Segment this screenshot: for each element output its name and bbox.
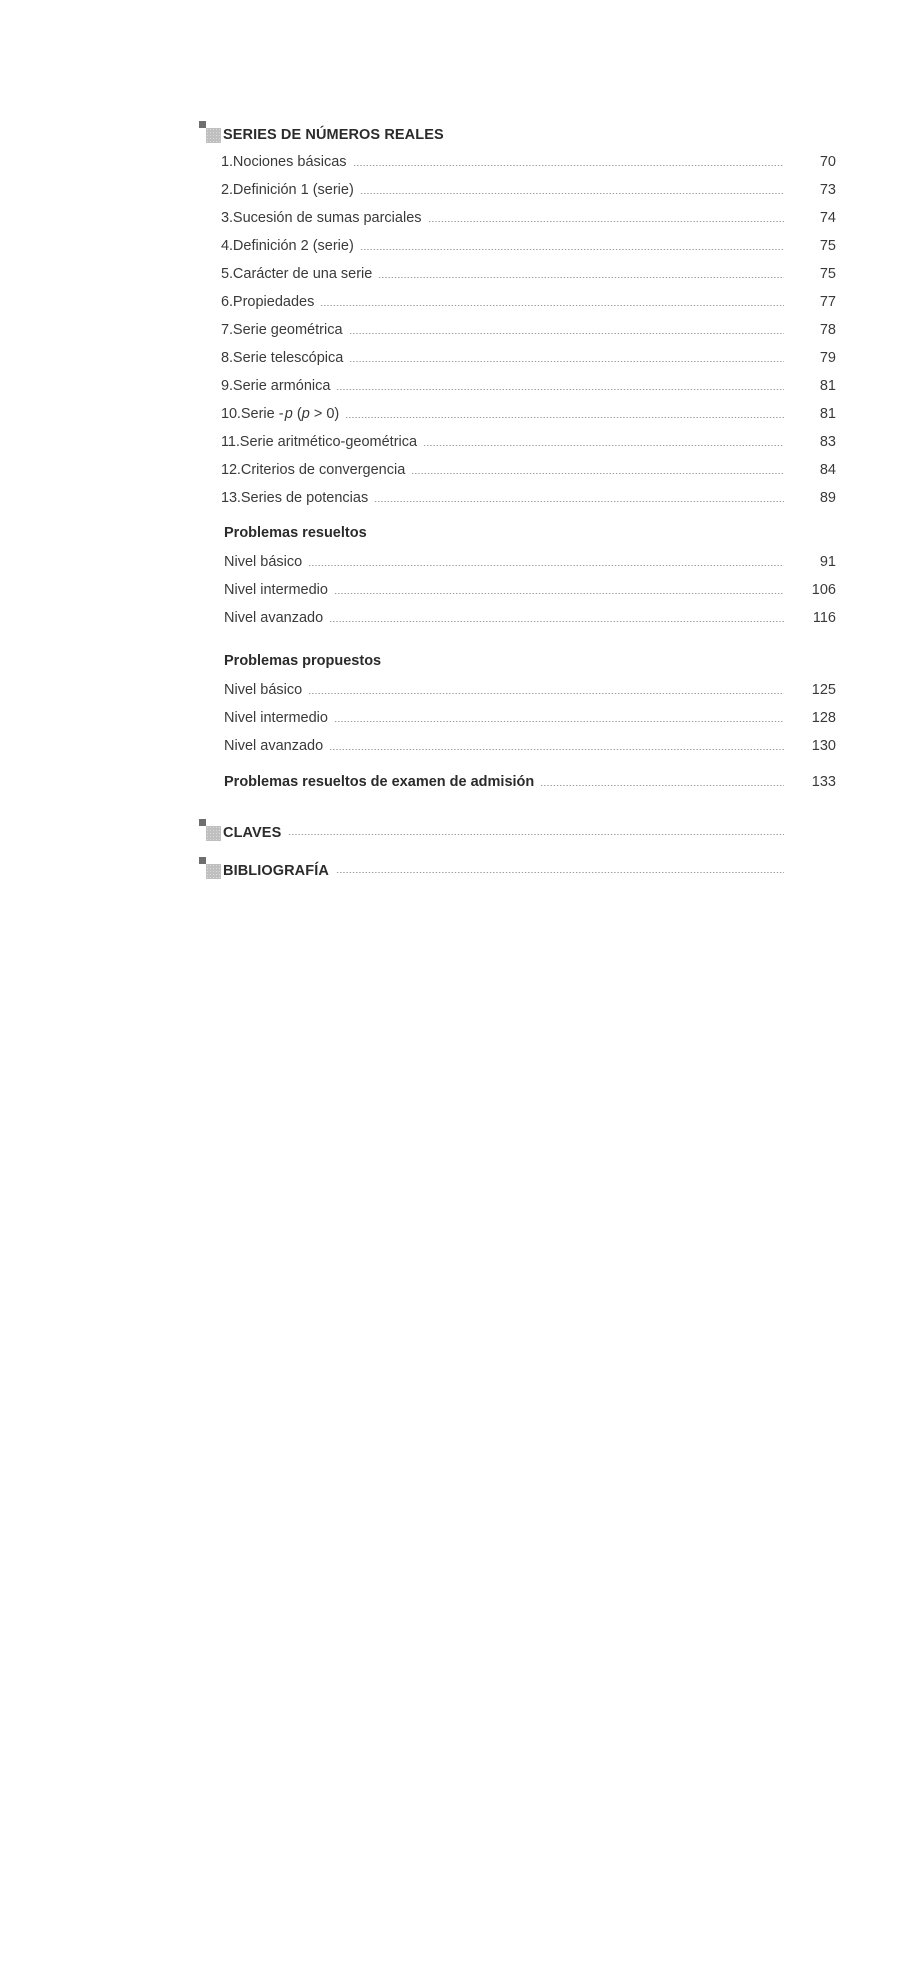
dot-leader: [329, 749, 784, 750]
entry-label: Serie geométrica: [232, 322, 343, 338]
entry-page-number: 116: [812, 610, 836, 626]
dot-leader: [411, 473, 784, 474]
toc-entry[interactable]: [199, 344, 836, 372]
dot-leader: [336, 389, 784, 390]
entry-label: Nociones básicas: [232, 154, 347, 170]
entry-page-number: 89: [819, 490, 836, 506]
dot-leader: [334, 593, 784, 594]
dot-leader: [353, 165, 784, 166]
entry-page-number: 133: [811, 774, 836, 790]
toc-entry[interactable]: [199, 428, 836, 456]
entry-page-number: 84: [819, 462, 836, 478]
entry-page-number: 78: [819, 322, 836, 338]
entry-label: Nivel avanzado: [224, 738, 324, 754]
dot-leader: [345, 417, 784, 418]
entry-page-number: 70: [819, 154, 836, 170]
entry-number: 4.: [221, 238, 233, 254]
dot-leader: [349, 333, 784, 334]
toc-entry[interactable]: [199, 372, 836, 400]
entry-number: 1.: [221, 154, 233, 170]
dot-leader: [349, 361, 784, 362]
entry-page-number: 83: [819, 434, 836, 450]
entry-label: Nivel avanzado: [224, 610, 324, 626]
entry-label: Nivel básico: [224, 554, 303, 570]
chapter-title: BIBLIOGRAFÍA: [223, 862, 329, 879]
entry-label: Definición 2 (serie): [232, 238, 354, 254]
dot-leader: [360, 193, 784, 194]
section-heading: Problemas resueltos: [224, 525, 367, 541]
dot-leader: [308, 693, 784, 694]
dot-leader: [320, 305, 784, 306]
double-square-bullet-icon: [199, 819, 222, 842]
dot-leader: [360, 249, 784, 250]
entry-number: 2.: [221, 182, 233, 198]
dot-leader: [288, 834, 784, 835]
entry-label: Nivel intermedio: [224, 710, 328, 726]
toc-entry[interactable]: [199, 232, 836, 260]
entry-page-number: 75: [819, 238, 836, 254]
toc-chapter-entry[interactable]: [199, 804, 836, 842]
dot-leader: [540, 785, 784, 786]
toc-entry[interactable]: [199, 704, 836, 732]
entry-number: 12.: [221, 462, 241, 478]
entry-label: Series de potencias: [240, 490, 369, 506]
dot-leader: [374, 501, 784, 502]
entry-page-number: 81: [819, 378, 836, 394]
entry-label: Nivel intermedio: [224, 582, 328, 598]
dot-leader: [329, 621, 784, 622]
double-square-bullet-icon: [199, 857, 222, 880]
entry-label: Sucesión de sumas parciales: [232, 210, 422, 226]
entry-page-number: 73: [819, 182, 836, 198]
entry-number: 10.: [221, 406, 241, 422]
toc-entry[interactable]: [199, 484, 836, 512]
toc-chapter-entry[interactable]: [199, 842, 836, 880]
toc-entry[interactable]: [199, 732, 836, 760]
entry-page-number: [784, 0, 836, 880]
section-heading: Problemas propuestos: [224, 653, 382, 669]
toc-entry[interactable]: [199, 260, 836, 288]
dot-leader: [308, 565, 784, 566]
entry-label: Criterios de convergencia: [240, 462, 406, 478]
dot-leader: [378, 277, 784, 278]
chapter-heading: [199, 118, 836, 144]
chapter-title: CLAVES: [223, 824, 282, 841]
toc-entry[interactable]: [199, 288, 836, 316]
toc-entry[interactable]: [199, 148, 836, 176]
toc-entry[interactable]: [199, 400, 836, 428]
entry-label: Problemas resueltos de examen de admisión: [224, 774, 535, 790]
entry-number: 5.: [221, 266, 233, 282]
end-chapter-list: [199, 804, 836, 880]
dot-leader: [428, 221, 784, 222]
entry-page-number: 75: [819, 266, 836, 282]
entry-page-number: 106: [811, 582, 836, 598]
entry-page-number: 91: [819, 554, 836, 570]
entry-label: Nivel básico: [224, 682, 303, 698]
entry-label: Serie - p (p > 0): [240, 406, 340, 422]
entry-label: Serie telescópica: [232, 350, 344, 366]
toc-entry[interactable]: [199, 576, 836, 604]
toc-entry[interactable]: [199, 548, 836, 576]
dot-leader: [423, 445, 784, 446]
toc-entry[interactable]: [199, 176, 836, 204]
entry-number: 7.: [221, 322, 233, 338]
entry-page-number: 77: [819, 294, 836, 310]
dot-leader: [336, 872, 784, 873]
toc-entry[interactable]: [199, 456, 836, 484]
chapter-title: SERIES DE NÚMEROS REALES: [223, 126, 444, 143]
spacer: [199, 760, 836, 768]
double-square-bullet-icon: [199, 121, 222, 144]
entry-number: 13.: [221, 490, 241, 506]
entry-page-number: 128: [811, 710, 836, 726]
entry-page-number: 74: [819, 210, 836, 226]
entry-number: 3.: [221, 210, 233, 226]
entry-number: 11.: [221, 434, 240, 450]
entry-number: 6.: [221, 294, 233, 310]
entry-label: Carácter de una serie: [232, 266, 373, 282]
entry-page-number: 79: [819, 350, 836, 366]
numbered-entry-list: [199, 148, 836, 512]
entry-page-number: 130: [811, 738, 836, 754]
section-list: [199, 518, 836, 760]
toc-entry[interactable]: [199, 204, 836, 232]
entry-number: 9.: [221, 378, 233, 394]
entry-page-number: 125: [811, 682, 836, 698]
entry-page-number: 81: [819, 406, 836, 422]
dot-leader: [334, 721, 784, 722]
entry-label: Serie armónica: [232, 378, 331, 394]
table-of-contents: [199, 118, 836, 880]
entry-label: Definición 1 (serie): [232, 182, 354, 198]
toc-entry[interactable]: [199, 316, 836, 344]
entry-label: Serie aritmético-geométrica: [239, 434, 418, 450]
toc-entry[interactable]: [199, 604, 836, 632]
toc-entry[interactable]: [199, 676, 836, 704]
spacer: [199, 796, 836, 804]
entry-label: Propiedades: [232, 294, 315, 310]
toc-entry-exam-problems[interactable]: [199, 768, 836, 796]
entry-number: 8.: [221, 350, 233, 366]
spacer: [199, 632, 836, 640]
